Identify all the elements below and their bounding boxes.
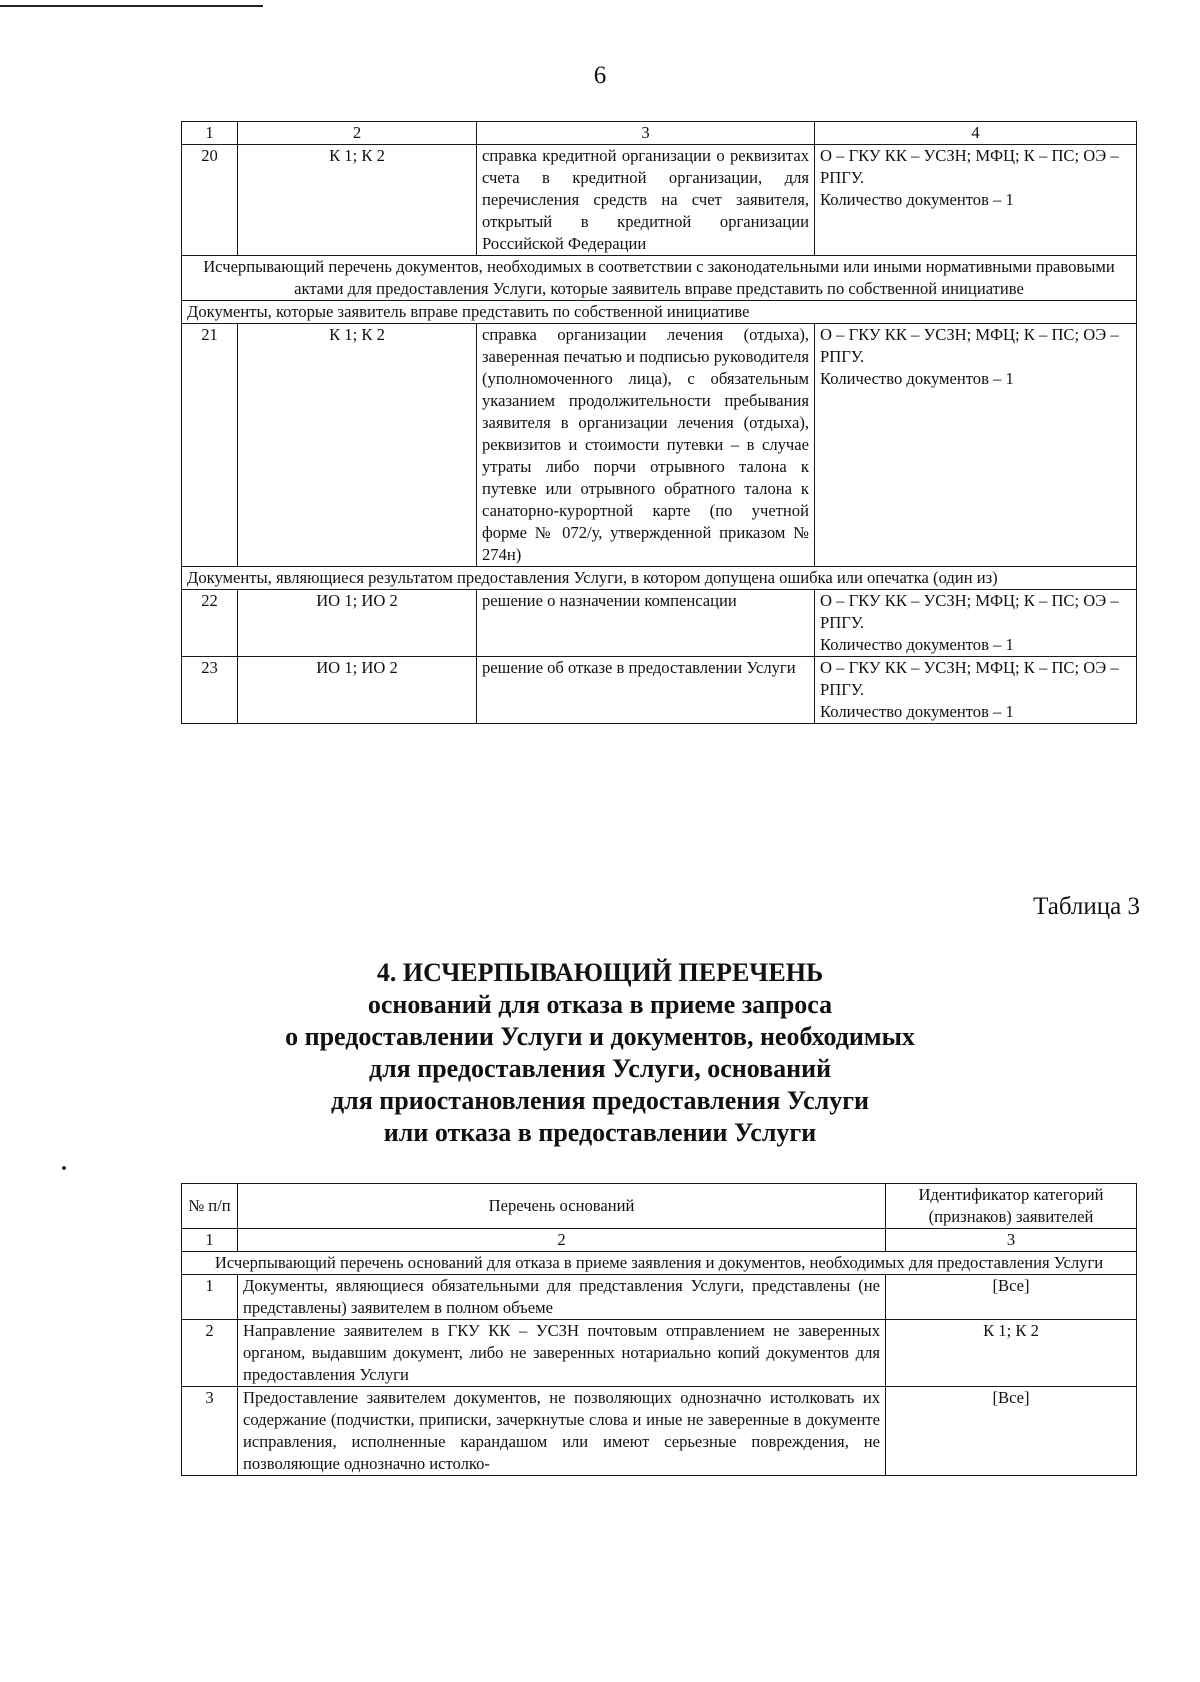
header-cell: 2 [238,122,477,145]
row-identifiers: ИО 1; ИО 2 [238,657,477,724]
heading-line: о предоставлении Услуги и документов, необходимых [285,1022,915,1051]
row-grounds: Предоставление заявителем документов, не позволяющих однозначно истолковать их содержание (подчистки, приписки, зачеркнутые слова и иные не заверенные в документе исправления, исполненные карандашом или имеют серьезные повреждения, не позволяющие однозначно истолко- [238,1387,886,1476]
row-identifiers: К 1; К 2 [238,324,477,567]
row-count: Количество документов – 1 [820,635,1014,654]
row-identifiers: [Все] [886,1275,1137,1320]
table-row [182,1275,1137,1320]
heading-line: для предоставления Услуги, оснований [368,1054,832,1083]
row-where [815,145,1137,256]
row-where-line: О – ГКУ КК – УСЗН; МФЦ; К – ПС; ОЭ – РПГУ. [820,146,1119,187]
header-cell: 3 [477,122,815,145]
header-identifiers: Идентификатор категорий (признаков) заявителей [886,1184,1137,1229]
section-title: Исчерпывающий перечень оснований для отказа в приеме заявления и документов, необходимых для предоставления Услуги [182,1252,1137,1275]
row-document: решение о назначении компенсации [477,590,815,657]
row-document: решение об отказе в предоставлении Услуги [477,657,815,724]
header-cell: 3 [886,1229,1137,1252]
row-identifiers: К 1; К 2 [886,1320,1137,1387]
row-where-line: О – ГКУ КК – УСЗН; МФЦ; К – ПС; ОЭ – РПГУ. [820,658,1119,699]
row-where [815,590,1137,657]
row-count: Количество документов – 1 [820,190,1014,209]
row-number: 23 [182,657,238,724]
row-where [815,324,1137,567]
row-grounds: Направление заявителем в ГКУ КК – УСЗН почтовым отправлением не заверенных органом, выдавшим документ, либо не заверенных нотариально копий документов для предоставления Услуги [238,1320,886,1387]
row-number: 22 [182,590,238,657]
row-identifiers: ИО 1; ИО 2 [238,590,477,657]
table-header-row [182,1184,1137,1229]
heading-line: 4. ИСЧЕРПЫВАЮЩИЙ ПЕРЕЧЕНЬ [376,958,824,987]
row-number: 3 [182,1387,238,1476]
row-identifiers: К 1; К 2 [238,145,477,256]
row-number: 2 [182,1320,238,1387]
scan-speck [62,1166,66,1170]
header-cell: 1 [182,122,238,145]
page-number: 6 [593,62,607,89]
documents-table [181,121,1137,724]
header-cell: 1 [182,1229,238,1252]
table-row [182,657,1137,724]
section-row [182,1252,1137,1275]
row-count: Количество документов – 1 [820,702,1014,721]
table-header-row [182,122,1137,145]
top-rule [0,5,263,7]
table-row [182,1387,1137,1476]
table-number-row [182,1229,1137,1252]
row-number: 21 [182,324,238,567]
table-row [182,590,1137,657]
heading-line: для приостановления предоставления Услуги [330,1086,869,1115]
section-row [182,567,1137,590]
row-where-line: О – ГКУ КК – УСЗН; МФЦ; К – ПС; ОЭ – РПГУ. [820,591,1119,632]
row-where-line: О – ГКУ КК – УСЗН; МФЦ; К – ПС; ОЭ – РПГУ. [820,325,1119,366]
section-title: Исчерпывающий перечень документов, необходимых в соответствии с законодательными или иными нормативными правовыми актами для предоставления Услуги, которые заявитель вправе представить по собственной инициативе [182,256,1137,301]
row-count: Количество документов – 1 [820,369,1014,388]
table-row [182,324,1137,567]
section-title: Документы, которые заявитель вправе представить по собственной инициативе [182,301,1137,324]
grounds-table [181,1183,1137,1476]
section-heading [0,957,1200,1149]
table-row [182,145,1137,256]
row-identifiers: [Все] [886,1387,1137,1476]
header-grounds: Перечень оснований [238,1184,886,1229]
header-cell: 4 [815,122,1137,145]
row-grounds: Документы, являющиеся обязательными для представления Услуги, представлены (не представлены) заявителем в полном объеме [238,1275,886,1320]
section-row [182,301,1137,324]
header-number: № п/п [182,1184,238,1229]
heading-line: или отказа в предоставлении Услуги [383,1118,817,1147]
header-cell: 2 [238,1229,886,1252]
table-row [182,1320,1137,1387]
row-document: справка кредитной организации о реквизитах счета в кредитной организации, для перечисления средств на счет заявителя, открытый в кредитной организации Российской Федерации [477,145,815,256]
row-document: справка организации лечения (отдыха), заверенная печатью и подписью руководителя (уполномоченного лица), с обязательным указанием продолжительности пребывания заявителя в организации лечения (отдыха), реквизитов и стоимости путевки – в случае утраты либо порчи отрывного талона к путевке или отрывного обратного талона к санаторно-курортной карте (по учетной форме № 072/у, утвержденной приказом № 274н) [477,324,815,567]
heading-line: оснований для отказа в приеме запроса [367,990,833,1019]
row-number: 20 [182,145,238,256]
row-where [815,657,1137,724]
section-row [182,256,1137,301]
section-title: Документы, являющиеся результатом предоставления Услуги, в котором допущена ошибка или опечатка (один из) [182,567,1137,590]
row-number: 1 [182,1275,238,1320]
table-caption: Таблица 3 [1033,893,1140,920]
